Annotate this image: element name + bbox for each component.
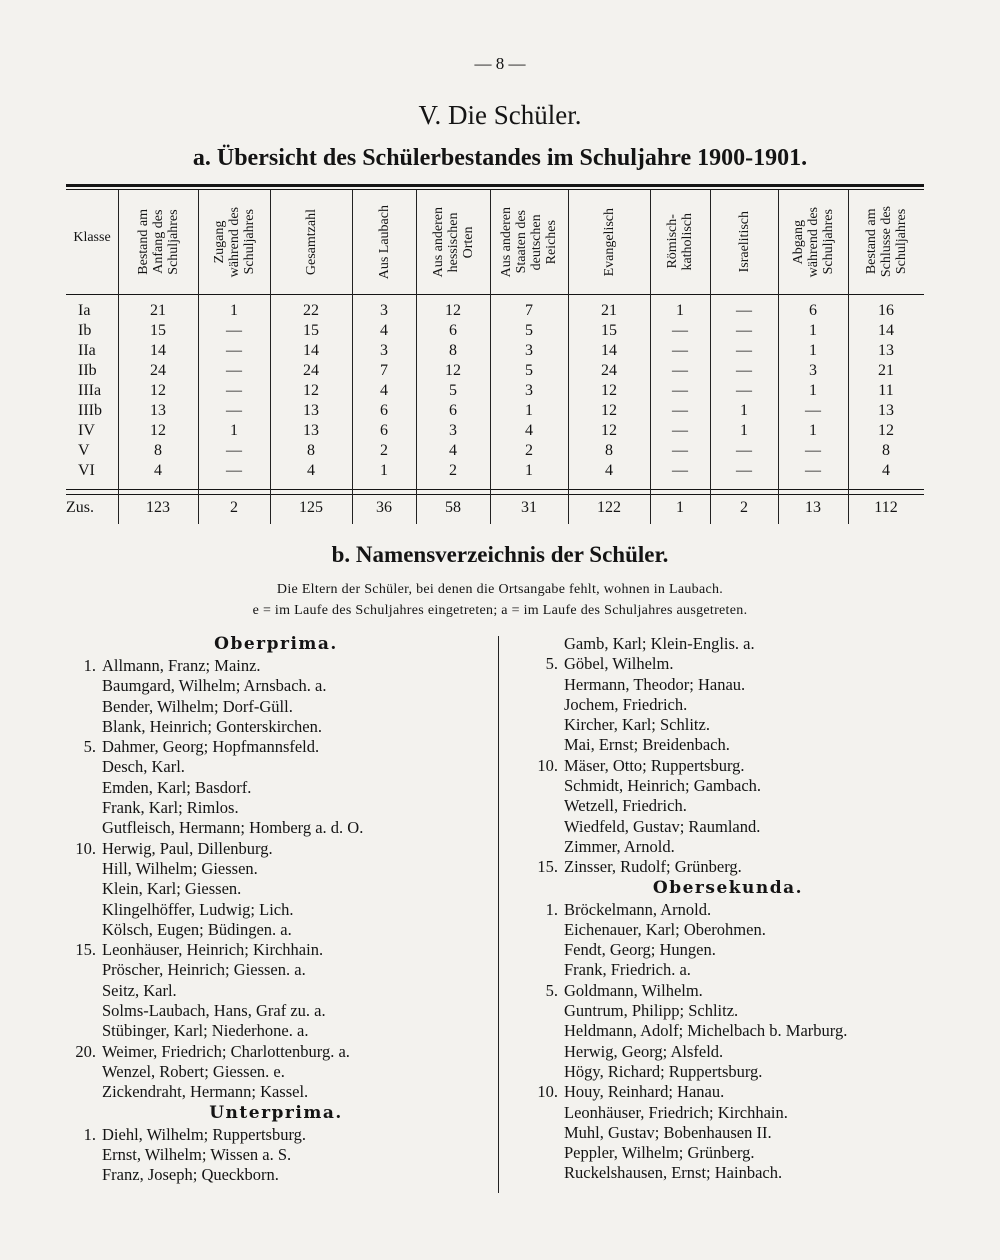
student-name: Mai, Ernst; Breidenbach. [564, 735, 730, 755]
table-row [66, 302, 924, 322]
student-entry [528, 1021, 928, 1041]
student-name: Hill, Wilhelm; Giessen. [102, 858, 258, 878]
student-entry [66, 960, 486, 980]
table-cell: — [226, 322, 242, 339]
student-entry [66, 778, 486, 798]
table-cell: 14 [303, 342, 319, 359]
column-header-label: Römisch- katholisch [665, 213, 695, 271]
student-name: Klingelhöffer, Ludwig; Lich. [102, 899, 294, 919]
student-entry [66, 717, 486, 737]
table-cell: 1 [740, 422, 748, 439]
table-cell: 1 [525, 402, 533, 419]
student-entry [528, 756, 928, 776]
name-list-left [66, 634, 486, 1185]
student-name: Emden, Karl; Basdorf. [102, 777, 252, 797]
table-cell: 8 [605, 442, 613, 459]
table-cell: 1 [676, 302, 684, 319]
table-cell: 13 [878, 402, 894, 419]
table-cell: — [672, 342, 688, 359]
student-entry [66, 920, 486, 940]
student-entry [528, 1163, 928, 1183]
table-cell: 4 [882, 462, 890, 479]
student-name: Klein, Karl; Giessen. [102, 879, 242, 899]
class-group-heading: Unterprima. [209, 1102, 343, 1123]
table-cell: 1 [740, 402, 748, 419]
table-cell: 16 [878, 302, 894, 319]
table-row [66, 462, 924, 482]
table-row [66, 382, 924, 402]
table-cell: — [226, 402, 242, 419]
table-cell: — [736, 462, 752, 479]
student-entry [528, 1042, 928, 1062]
table-cell: 12 [150, 422, 166, 439]
student-entry [66, 879, 486, 899]
student-name: Wetzell, Friedrich. [564, 796, 687, 816]
table-title: a. Übersicht des Schülerbestandes im Schuljahre 1900-1901. [192, 145, 808, 171]
entry-number: 10. [537, 1082, 558, 1102]
student-entry [528, 1062, 928, 1082]
student-name: Högy, Richard; Ruppertsburg. [564, 1061, 763, 1081]
table-cell: 12 [601, 382, 617, 399]
table-cell: 21 [878, 362, 894, 379]
student-entry [528, 735, 928, 755]
student-entry [528, 1143, 928, 1163]
table-cell: 2 [230, 499, 238, 516]
student-name: Jochem, Friedrich. [564, 694, 688, 714]
student-name: Allmann, Franz; Mainz. [102, 656, 261, 675]
entry-number: 5. [545, 980, 558, 1000]
column-header-label: Zugang während des Schuljahres [211, 206, 257, 278]
table-cell: 14 [878, 322, 894, 339]
student-name: Schmidt, Heinrich; Gambach. [564, 776, 762, 796]
table-cell: 13 [303, 422, 319, 439]
table-cell: — [736, 442, 752, 459]
table-cell: 3 [380, 302, 388, 319]
student-entry [528, 940, 928, 960]
table-cell: 15 [303, 322, 319, 339]
table-cell: 7 [525, 302, 533, 319]
student-entry [528, 857, 928, 877]
table-row [66, 322, 924, 342]
student-name: Dahmer, Georg; Hopfmannsfeld. [102, 737, 320, 757]
student-entry [66, 676, 486, 696]
table-cell: 125 [299, 499, 323, 516]
table-cell: 4 [154, 462, 162, 479]
student-name: Weimer, Friedrich; Charlottenburg. a. [102, 1041, 350, 1061]
table-cell: 3 [380, 342, 388, 359]
row-klasse: V [78, 442, 90, 459]
table-cell: 2 [380, 442, 388, 459]
student-name: Houy, Reinhard; Hanau. [564, 1082, 725, 1102]
student-name: Guntrum, Philipp; Schlitz. [564, 1001, 739, 1021]
student-name: Blank, Heinrich; Gonterskirchen. [102, 716, 322, 736]
student-entry [66, 1001, 486, 1021]
table-cell: 24 [150, 362, 166, 379]
page-title: V. Die Schüler. [418, 100, 582, 130]
student-entry [66, 697, 486, 717]
column-header [710, 190, 778, 294]
table-cell: 24 [601, 362, 617, 379]
student-entry [528, 920, 928, 940]
student-entry [66, 798, 486, 818]
student-name: Wiedfeld, Gustav; Raumland. [564, 816, 761, 836]
student-entry [66, 818, 486, 838]
table-cell: 8 [882, 442, 890, 459]
table-cell: 12 [445, 302, 461, 319]
table-cell: 3 [449, 422, 457, 439]
entry-number: 1. [83, 1124, 96, 1144]
entry-number: 15. [75, 940, 96, 960]
entry-number: 1. [545, 899, 558, 919]
table-cell: 5 [525, 322, 533, 339]
student-entry [528, 1082, 928, 1102]
student-name: Leonhäuser, Heinrich; Kirchhain. [102, 940, 324, 960]
table-cell: 8 [449, 342, 457, 359]
student-name: Hermann, Theodor; Hanau. [564, 674, 746, 694]
student-name: Gamb, Karl; Klein-Englis. a. [564, 634, 755, 653]
table-cell: 12 [878, 422, 894, 439]
student-name: Herwig, Georg; Alsfeld. [564, 1041, 724, 1061]
table-cell: 4 [449, 442, 457, 459]
row-klasse: Zus. [66, 499, 94, 516]
student-entry [528, 634, 928, 654]
table-cell: — [672, 462, 688, 479]
total-top-rule [66, 494, 924, 495]
table-cell: 1 [809, 342, 817, 359]
table-cell: — [736, 362, 752, 379]
table-cell: — [805, 402, 821, 419]
student-entry [66, 1145, 486, 1165]
student-entry [66, 859, 486, 879]
table-cell: 24 [303, 362, 319, 379]
student-name: Diehl, Wilhelm; Ruppertsburg. [102, 1124, 307, 1144]
table-cell: 4 [605, 462, 613, 479]
table-cell: 1 [809, 382, 817, 399]
table-cell: — [736, 342, 752, 359]
table-cell: — [226, 462, 242, 479]
table-row [66, 422, 924, 442]
table-cell: — [672, 442, 688, 459]
entry-number: 5. [83, 737, 96, 757]
student-entry [528, 715, 928, 735]
table-cell: — [805, 442, 821, 459]
table-cell: 6 [809, 302, 817, 319]
student-entry [528, 1103, 928, 1123]
column-header [118, 190, 198, 294]
student-entry [66, 940, 486, 960]
student-name: Heldmann, Adolf; Michelbach b. Marburg. [564, 1021, 848, 1041]
student-name: Seitz, Karl. [102, 980, 177, 1000]
student-name: Solms-Laubach, Hans, Graf zu. a. [102, 1001, 326, 1021]
table-cell: — [736, 302, 752, 319]
page-number: — 8 — [474, 54, 526, 73]
table-cell: 1 [380, 462, 388, 479]
table-cell: 4 [307, 462, 315, 479]
student-name: Kölsch, Eugen; Büdingen. a. [102, 919, 292, 939]
student-name: Zimmer, Arnold. [564, 836, 675, 856]
table-cell: 12 [150, 382, 166, 399]
entry-number: 1. [83, 656, 96, 675]
student-name: Frank, Friedrich. a. [564, 960, 691, 980]
column-header-label: Abgang während des Schuljahres [790, 206, 836, 278]
table-cell: — [672, 422, 688, 439]
table-row [66, 342, 924, 362]
name-list-right [528, 634, 928, 1184]
table-cell: 15 [150, 322, 166, 339]
table-cell: 4 [525, 422, 533, 439]
table-cell: 13 [150, 402, 166, 419]
column-header [490, 190, 568, 294]
table-cell: 15 [601, 322, 617, 339]
entry-number: 10. [537, 755, 558, 775]
student-name: Bröckelmann, Arnold. [564, 899, 712, 919]
table-row [66, 402, 924, 422]
table-cell: — [226, 342, 242, 359]
row-klasse: IIIa [78, 382, 102, 399]
table-cell: 8 [154, 442, 162, 459]
student-entry [66, 1125, 486, 1145]
table-cell: — [226, 382, 242, 399]
student-entry [528, 654, 928, 674]
student-entry [528, 1001, 928, 1021]
table-cell: 3 [809, 362, 817, 379]
table-cell: 112 [874, 499, 898, 516]
student-name: Franz, Joseph; Queckborn. [102, 1165, 279, 1185]
column-header [352, 190, 416, 294]
table-cell: 2 [740, 499, 748, 516]
note-parents: Die Eltern der Schüler, bei denen die Ortsangabe fehlt, wohnen in Laubach. [276, 582, 724, 597]
table-cell: 7 [380, 362, 388, 379]
table-cell: 12 [445, 362, 461, 379]
table-cell: 21 [601, 302, 617, 319]
student-name: Muhl, Gustav; Bobenhausen II. [564, 1122, 772, 1142]
table-cell: 6 [449, 322, 457, 339]
column-header-label: Bestand am Anfang des Schuljahres [135, 209, 181, 275]
student-entry [66, 656, 486, 676]
student-name: Mäser, Otto; Ruppertsburg. [564, 755, 745, 775]
table-cell: 3 [525, 382, 533, 399]
table-row [66, 442, 924, 462]
student-entry [66, 981, 486, 1001]
student-name: Peppler, Wilhelm; Grünberg. [564, 1143, 755, 1163]
student-entry [528, 900, 928, 920]
table-cell: 14 [150, 342, 166, 359]
entry-number: 20. [75, 1041, 96, 1061]
table-cell: 36 [376, 499, 392, 516]
column-header-label: Evangelisch [601, 207, 617, 277]
student-name: Eichenauer, Karl; Oberohmen. [564, 919, 766, 939]
column-header [568, 190, 650, 294]
table-cell: 1 [676, 499, 684, 516]
table-row [66, 362, 924, 382]
student-name: Herwig, Paul, Dillenburg. [102, 838, 273, 858]
table-cell: 1 [230, 422, 238, 439]
table-cell: 21 [150, 302, 166, 319]
column-header-label: Israelitisch [736, 211, 752, 273]
student-entry [528, 817, 928, 837]
column-divider [498, 636, 499, 1193]
row-klasse: IIIb [78, 402, 102, 419]
student-name: Zickendraht, Hermann; Kassel. [102, 1082, 309, 1102]
table-cell: 3 [525, 342, 533, 359]
table-cell: 5 [449, 382, 457, 399]
table-cell: 1 [230, 302, 238, 319]
column-header [650, 190, 710, 294]
row-klasse: IV [78, 422, 95, 439]
table-cell: 13 [303, 402, 319, 419]
table-cell: 12 [601, 402, 617, 419]
column-header [270, 190, 352, 294]
row-klasse: Ib [78, 322, 92, 339]
student-entry [66, 1042, 486, 1062]
table-cell: 58 [445, 499, 461, 516]
student-name: Wenzel, Robert; Giessen. e. [102, 1061, 285, 1081]
column-header-label: Gesamtzahl [303, 208, 319, 276]
table-cell: 5 [525, 362, 533, 379]
student-entry [528, 960, 928, 980]
student-name: Pröscher, Heinrich; Giessen. a. [102, 960, 306, 980]
student-entry [66, 839, 486, 859]
student-name: Stübinger, Karl; Niederhone. a. [102, 1021, 309, 1041]
table-cell: 2 [449, 462, 457, 479]
klasse-header: Klasse [73, 230, 111, 245]
student-name: Frank, Karl; Rimlos. [102, 798, 239, 818]
column-header-label: Aus anderen hessischen Orten [430, 206, 476, 278]
student-name: Gutfleisch, Hermann; Homberg a. d. O. [102, 818, 364, 838]
table-cell: 13 [878, 342, 894, 359]
student-name: Goldmann, Wilhelm. [564, 980, 703, 1000]
column-header [778, 190, 848, 294]
entry-number: 15. [537, 857, 558, 877]
student-name: Ernst, Wilhelm; Wissen a. S. [102, 1144, 292, 1164]
student-entry [528, 837, 928, 857]
student-name: Baumgard, Wilhelm; Arnsbach. a. [102, 676, 327, 696]
student-entry [66, 757, 486, 777]
column-header [416, 190, 490, 294]
student-entry [66, 1082, 486, 1102]
student-entry [528, 1123, 928, 1143]
table-cell: 12 [303, 382, 319, 399]
table-cell: 8 [307, 442, 315, 459]
student-name: Zinsser, Rudolf; Grünberg. [564, 857, 742, 877]
column-header-label: Aus anderen Staaten des deutschen Reiches [499, 206, 559, 278]
column-header-label: Aus Laubach [376, 204, 392, 280]
entry-number: 10. [75, 838, 96, 858]
table-cell: — [226, 442, 242, 459]
student-name: Kircher, Karl; Schlitz. [564, 715, 710, 735]
table-cell: 1 [525, 462, 533, 479]
entry-number: 5. [545, 654, 558, 674]
table-cell: 13 [805, 499, 821, 516]
table-cell: 22 [303, 302, 319, 319]
table-cell: 1 [809, 322, 817, 339]
table-cell: 31 [521, 499, 537, 516]
table-cell: 4 [380, 322, 388, 339]
table-cell: — [736, 382, 752, 399]
student-name: Leonhäuser, Friedrich; Kirchhain. [564, 1102, 788, 1122]
section-b-title: b. Namensverzeichnis der Schüler. [331, 542, 669, 567]
table-total-row [66, 499, 924, 521]
table-cell: 12 [601, 422, 617, 439]
student-name: Fendt, Georg; Hungen. [564, 940, 716, 960]
header-bottom-rule [66, 294, 924, 295]
table-cell: — [672, 322, 688, 339]
table-cell: 2 [525, 442, 533, 459]
table-cell: — [672, 382, 688, 399]
table-cell: 4 [380, 382, 388, 399]
table-cell: — [672, 402, 688, 419]
table-cell: 11 [878, 382, 894, 399]
table-cell: 1 [809, 422, 817, 439]
class-group-heading: Obersekunda. [652, 877, 804, 898]
table-cell: — [672, 362, 688, 379]
student-entry [528, 675, 928, 695]
note-legend: e = im Laufe des Schuljahres eingetreten; a = im Laufe des Schuljahres ausgetreten. [252, 603, 748, 618]
student-entry [66, 1062, 486, 1082]
student-entry [66, 1021, 486, 1041]
student-entry [528, 776, 928, 796]
class-group-heading: Oberprima. [214, 634, 338, 654]
table-cell: — [805, 462, 821, 479]
student-entry [528, 695, 928, 715]
student-entry [66, 737, 486, 757]
student-entry [528, 981, 928, 1001]
column-header-label: Bestand am Schlusse des Schuljahres [863, 206, 909, 278]
table-cell: 6 [449, 402, 457, 419]
row-klasse: VI [78, 462, 95, 479]
row-klasse: IIb [78, 362, 97, 379]
column-header [848, 190, 924, 294]
table-cell: 123 [146, 499, 170, 516]
table-cell: 6 [380, 402, 388, 419]
column-header [198, 190, 270, 294]
body-bottom-rule [66, 489, 924, 490]
table-cell: — [736, 322, 752, 339]
row-klasse: Ia [78, 302, 91, 319]
table-top-rule [66, 184, 924, 187]
student-entry [528, 796, 928, 816]
student-name: Göbel, Wilhelm. [564, 654, 674, 674]
table-cell: 14 [601, 342, 617, 359]
table-cell: 6 [380, 422, 388, 439]
table-cell: — [226, 362, 242, 379]
student-name: Bender, Wilhelm; Dorf-Güll. [102, 696, 293, 716]
student-entry [66, 1165, 486, 1185]
table-cell: 122 [597, 499, 621, 516]
row-klasse: IIa [78, 342, 96, 359]
student-name: Ruckelshausen, Ernst; Hainbach. [564, 1163, 783, 1183]
student-name: Desch, Karl. [102, 757, 185, 777]
student-entry [66, 900, 486, 920]
